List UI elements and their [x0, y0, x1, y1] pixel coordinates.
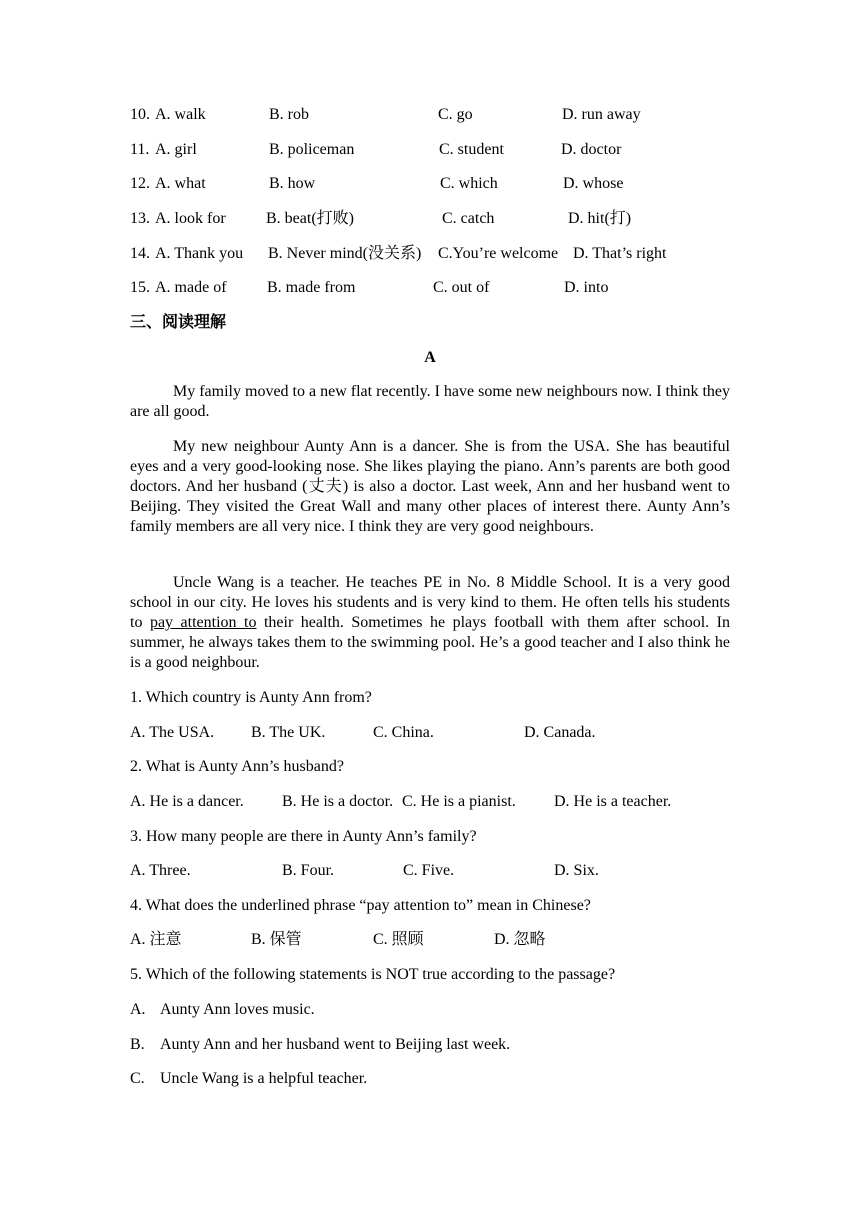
cloze-option-d: D. whose — [563, 175, 624, 192]
section-title: 三、阅读理解 — [130, 314, 227, 331]
passage-paragraph-3 — [130, 573, 730, 673]
passage-paragraph-1: My family moved to a new flat recently. I have some new neighbours now. I think they are all good. — [130, 383, 730, 420]
cloze-option-c: C. student — [439, 141, 504, 158]
cloze-option-a: A. walk — [155, 106, 206, 123]
option-d: D. 忽略 — [494, 931, 546, 948]
option-a: A. He is a dancer. — [130, 793, 244, 810]
option-d: D. Six. — [554, 862, 599, 879]
cloze-option-c: C. go — [438, 106, 473, 123]
option-b: B. The UK. — [251, 724, 326, 741]
cloze-option-d: D. That’s right — [573, 245, 667, 262]
cloze-option-d: D. doctor — [561, 141, 622, 158]
option-c: C. China. — [373, 724, 434, 741]
option-letter: B. — [130, 1036, 145, 1053]
cloze-number: 12. — [130, 175, 150, 192]
option-text: Aunty Ann and her husband went to Beijing last week. — [160, 1036, 511, 1053]
underlined-phrase: pay attention to — [149, 614, 257, 631]
option-text: Aunty Ann loves music. — [160, 1001, 315, 1018]
paragraph-text: their health. Sometimes he plays football with them after school. In summer, he always takes them to the swimming pool. He’s a good teacher and I also think he is a good neighbour. — [130, 614, 730, 671]
option-letter: C. — [130, 1070, 145, 1087]
cloze-option-b: B. policeman — [269, 141, 355, 158]
option-c: C. Five. — [403, 862, 455, 879]
option-b: B. Four. — [282, 862, 335, 879]
cloze-option-b: B. beat(打败) — [266, 210, 354, 227]
paragraph-text: Uncle Wang is a teacher. He teaches PE in No. 8 Middle School. It is a very good school in our city. He loves his students and is very kind to them. He often tells his students to — [130, 574, 730, 631]
option-c: C. He is a pianist. — [402, 793, 516, 810]
option-b: B. He is a doctor. — [282, 793, 394, 810]
cloze-option-a: A. Thank you — [155, 245, 244, 262]
cloze-option-b: B. rob — [269, 106, 309, 123]
cloze-number: 13. — [130, 210, 150, 227]
option-c: C. 照顾 — [373, 931, 424, 948]
cloze-option-a: A. look for — [155, 210, 226, 227]
cloze-number: 14. — [130, 245, 150, 262]
cloze-number: 15. — [130, 279, 150, 296]
cloze-option-d: D. run away — [562, 106, 641, 123]
cloze-option-a: A. girl — [155, 141, 197, 158]
question-4: 4. What does the underlined phrase “pay attention to” mean in Chinese? — [130, 897, 591, 914]
cloze-number: 11. — [130, 141, 150, 158]
cloze-option-c: C. which — [440, 175, 498, 192]
question-3: 3. How many people are there in Aunty Ann’s family? — [130, 828, 477, 845]
question-5-option-b — [130, 1035, 510, 1055]
passage-label: A — [424, 349, 436, 366]
question-5-option-c — [130, 1069, 367, 1089]
cloze-option-b: B. how — [269, 175, 316, 192]
cloze-option-b: B. made from — [267, 279, 356, 296]
option-text: Uncle Wang is a helpful teacher. — [160, 1070, 368, 1087]
cloze-option-c: C. catch — [442, 210, 495, 227]
option-d: D. Canada. — [524, 724, 596, 741]
question-5-option-a — [130, 1000, 315, 1020]
cloze-option-a: A. what — [155, 175, 206, 192]
question-5: 5. Which of the following statements is NOT true according to the passage? — [130, 966, 616, 983]
question-1: 1. Which country is Aunty Ann from? — [130, 689, 372, 706]
passage-paragraph-2: My new neighbour Aunty Ann is a dancer. She is from the USA. She has beautiful eyes and a very good-looking nose. She likes playing the piano. Ann’s parents are both good doctors. And her husband (丈夫) is also a doctor. Last week, Ann and her husband went to Beijing. They visited the Great Wall and many other places of interest there. Aunty Ann’s family members are all very nice. I think they are very good neighbours. — [130, 438, 730, 535]
cloze-option-d: D. hit(打) — [568, 210, 632, 227]
option-a: A. The USA. — [130, 724, 215, 741]
option-a: A. Three. — [130, 862, 191, 879]
cloze-option-d: D. into — [564, 279, 609, 296]
option-a: A. 注意 — [130, 931, 182, 948]
option-b: B. 保管 — [251, 931, 302, 948]
question-2: 2. What is Aunty Ann’s husband? — [130, 758, 344, 775]
cloze-option-a: A. made of — [155, 279, 227, 296]
cloze-option-c: C. out of — [433, 279, 490, 296]
option-d: D. He is a teacher. — [554, 793, 672, 810]
cloze-option-c: C.You’re welcome — [438, 245, 559, 262]
option-letter: A. — [130, 1001, 146, 1018]
cloze-option-a: 10. — [130, 106, 150, 123]
cloze-option-b: B. Never mind(没关系) — [268, 245, 422, 262]
